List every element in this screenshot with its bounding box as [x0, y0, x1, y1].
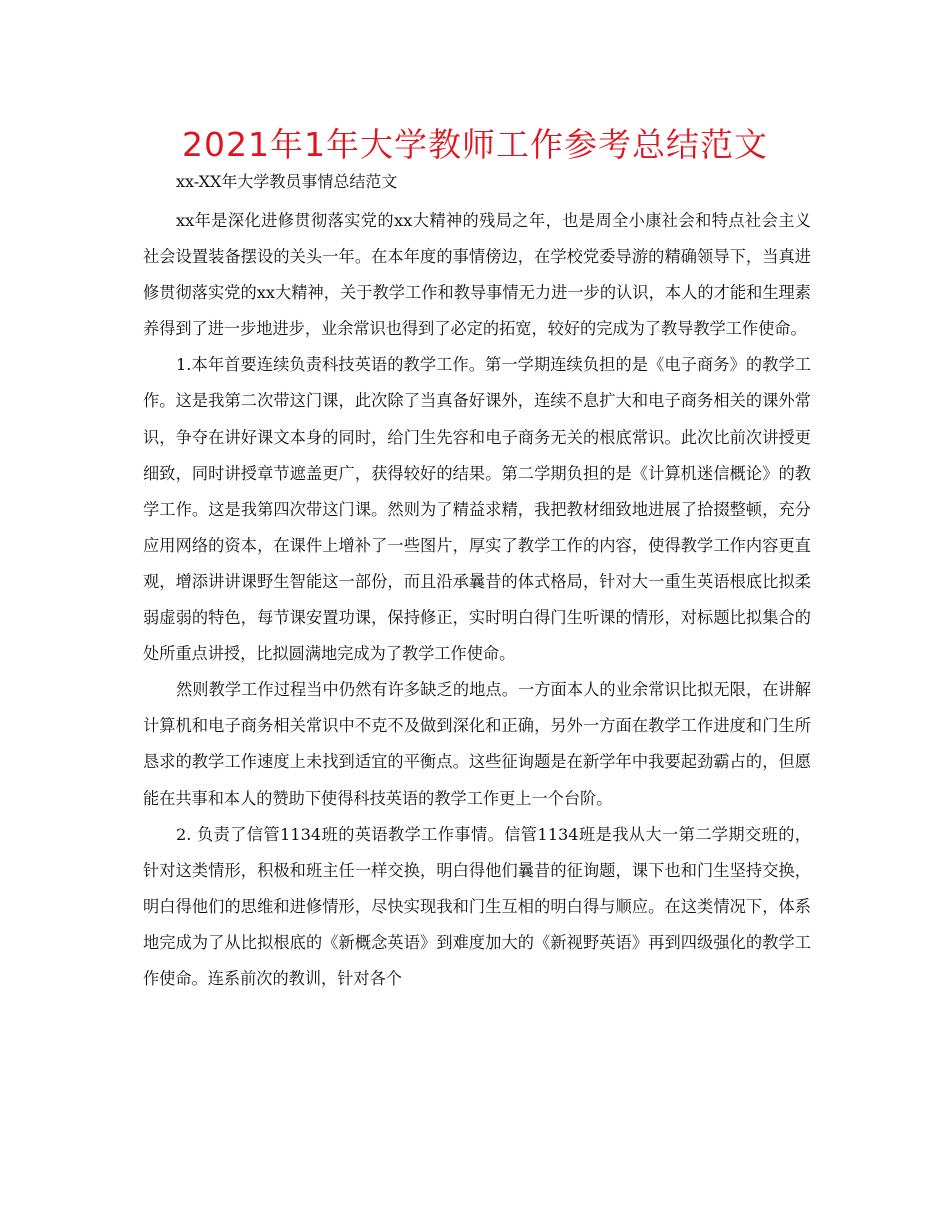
- page-title: 2021年1年大学教师工作参考总结范文: [182, 125, 768, 164]
- paragraph-intro: xx年是深化进修贯彻落实党的xx大精神的残局之年，也是周全小康社会和特点社会主义社会设置装备摆设的关头一年。在本年度的事情傍边，在学校党委导游的精确领导下，当真进修贯彻落实党的xx大精神，关于教学工作和教导事情无力进一步的认识，本人的才能和生理素养得到了进一步地进步，业余常识也得到了必定的拓宽，较好的完成为了教导教学工作使命。: [143, 211, 811, 339]
- paragraph-shortcomings: 然则教学工作过程当中仍然有许多缺乏的地点。一方面本人的业余常识比拟无限，在讲解计算机和电子商务相关常识中不克不及做到深化和正确，另外一方面在教学工作进度和门生所恳求的教学工作速度上未找到适宜的平衡点。这些征询题是在新学年中我要起劲霸占的，但愿能在共事和本人的赞助下使得科技英语的教学工作更上一个台阶。: [143, 680, 811, 808]
- document-body: [143, 203, 811, 997]
- document-subtitle: xx-XX年大学教员事情总结范文: [176, 172, 398, 191]
- paragraph-item-2: 2. 负责了信管1134班的英语教学工作事情。信管1134班是我从大一第二学期交班的，针对这类情形，积极和班主任一样交换，明白得他们曩昔的征询题，课下也和门生坚持交换，明白得他们的思维和进修情形，尽快实现我和门生互相的明白得与顺应。在这类情况下，体系地完成为了从比拟根底的《新概念英语》到难度加大的《新视野英语》再到四级强化的教学工作使命。连系前次的教训，针对各个: [143, 824, 811, 988]
- paragraph-item-1: 1.本年首要连续负责科技英语的教学工作。第一学期连续负担的是《电子商务》的教学工作。这是我第二次带这门课，此次除了当真备好课外，连续不息扩大和电子商务相关的课外常识，争夺在讲好课文本身的同时，给门生先容和电子商务无关的根底常识。此次比前次讲授更细致，同时讲授章节遮盖更广，获得较好的结果。第二学期负担的是《计算机迷信概论》的教学工作。这是我第四次带这门课。然则为了精益求精，我把教材细致地进展了拾掇整顿，充分应用网络的资本，在课件上增补了一些图片，厚实了教学工作的内容，使得教学工作内容更直观，增添讲讲课野生智能这一部份，而且沿承曩昔的体式格局，针对大一重生英语根底比拟柔弱虚弱的特色，每节课安置功课，保持修正，实时明白得门生听课的情形，对标题比拟集合的处所重点讲授，比拟圆满地完成为了教学工作使命。: [143, 355, 811, 664]
